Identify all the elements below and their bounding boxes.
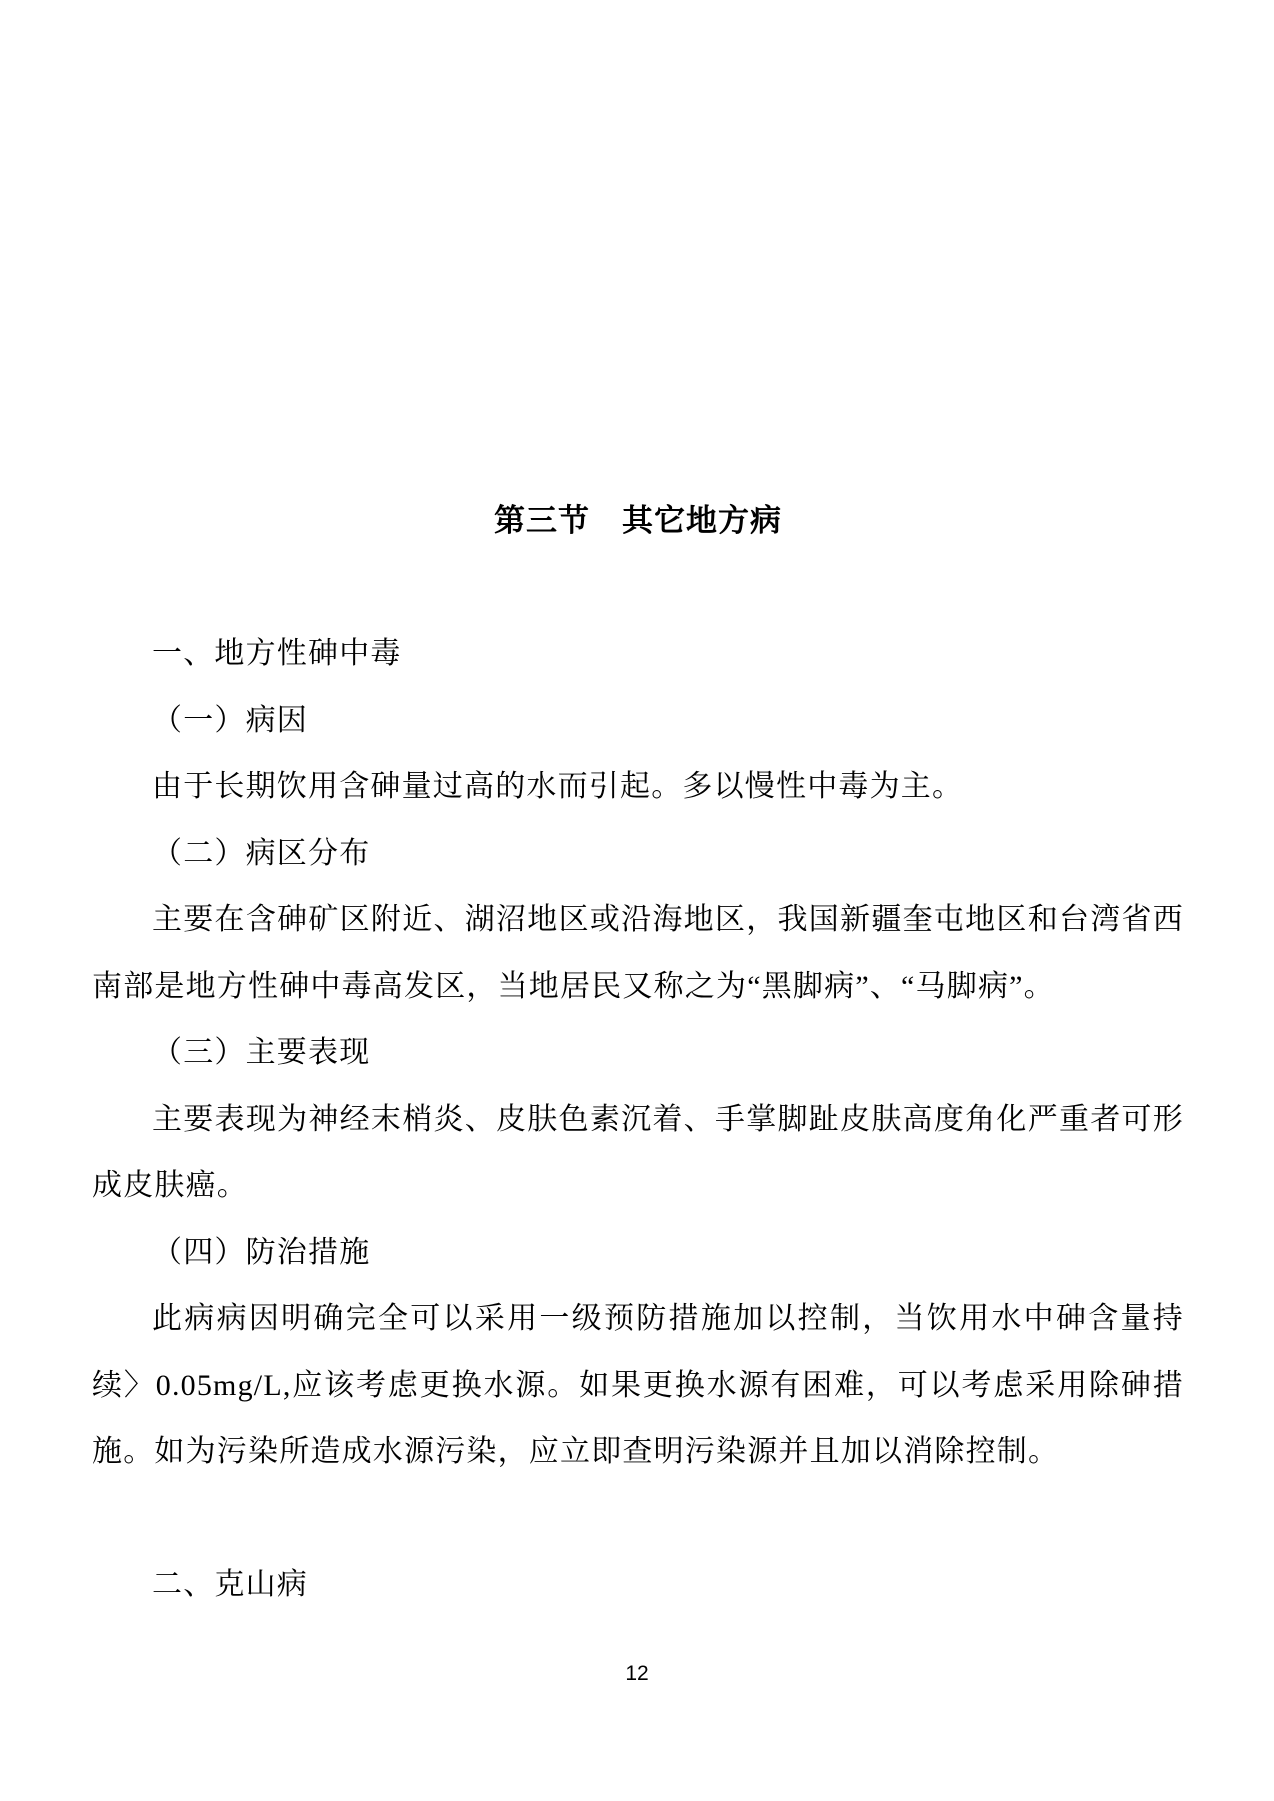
page-number: 12 <box>625 1662 649 1685</box>
heading-arsenic-poisoning: 一、地方性砷中毒 <box>152 637 402 670</box>
subheading-distribution: （二）病区分布 <box>152 836 371 870</box>
paragraph-prevention-body: 此病病因明确完全可以采用一级预防措施加以控制，当饮用水中砷含量持续〉0.05mg/L,应该考虑更换水源。如果更换水源有困难，可以考虑采用除砷措施。如为污染所造成水源污染，应立即查明污染源并且加以消除控制。 <box>92 1302 1184 1468</box>
heading-keshan-disease: 二、克山病 <box>152 1568 308 1601</box>
paragraph-manifestations-body: 主要表现为神经末梢炎、皮肤色素沉着、手掌脚趾皮肤高度角化严重者可形成皮肤癌。 <box>92 1102 1184 1202</box>
subheading-prevention: （四）防治措施 <box>152 1235 371 1269</box>
paragraph-distribution-body: 主要在含砷矿区附近、湖沼地区或沿海地区，我国新疆奎屯地区和台湾省西南部是地方性砷中毒高发区，当地居民又称之为“黑脚病”、“马脚病”。 <box>92 903 1184 1003</box>
document-content <box>92 488 1184 1619</box>
section-title: 第三节 其它地方病 <box>494 503 782 538</box>
subheading-manifestations: （三）主要表现 <box>152 1036 371 1069</box>
paragraph-cause-body: 由于长期饮用含砷量过高的水而引起。多以慢性中毒为主。 <box>152 770 964 803</box>
subheading-cause: （一）病因 <box>152 703 308 737</box>
